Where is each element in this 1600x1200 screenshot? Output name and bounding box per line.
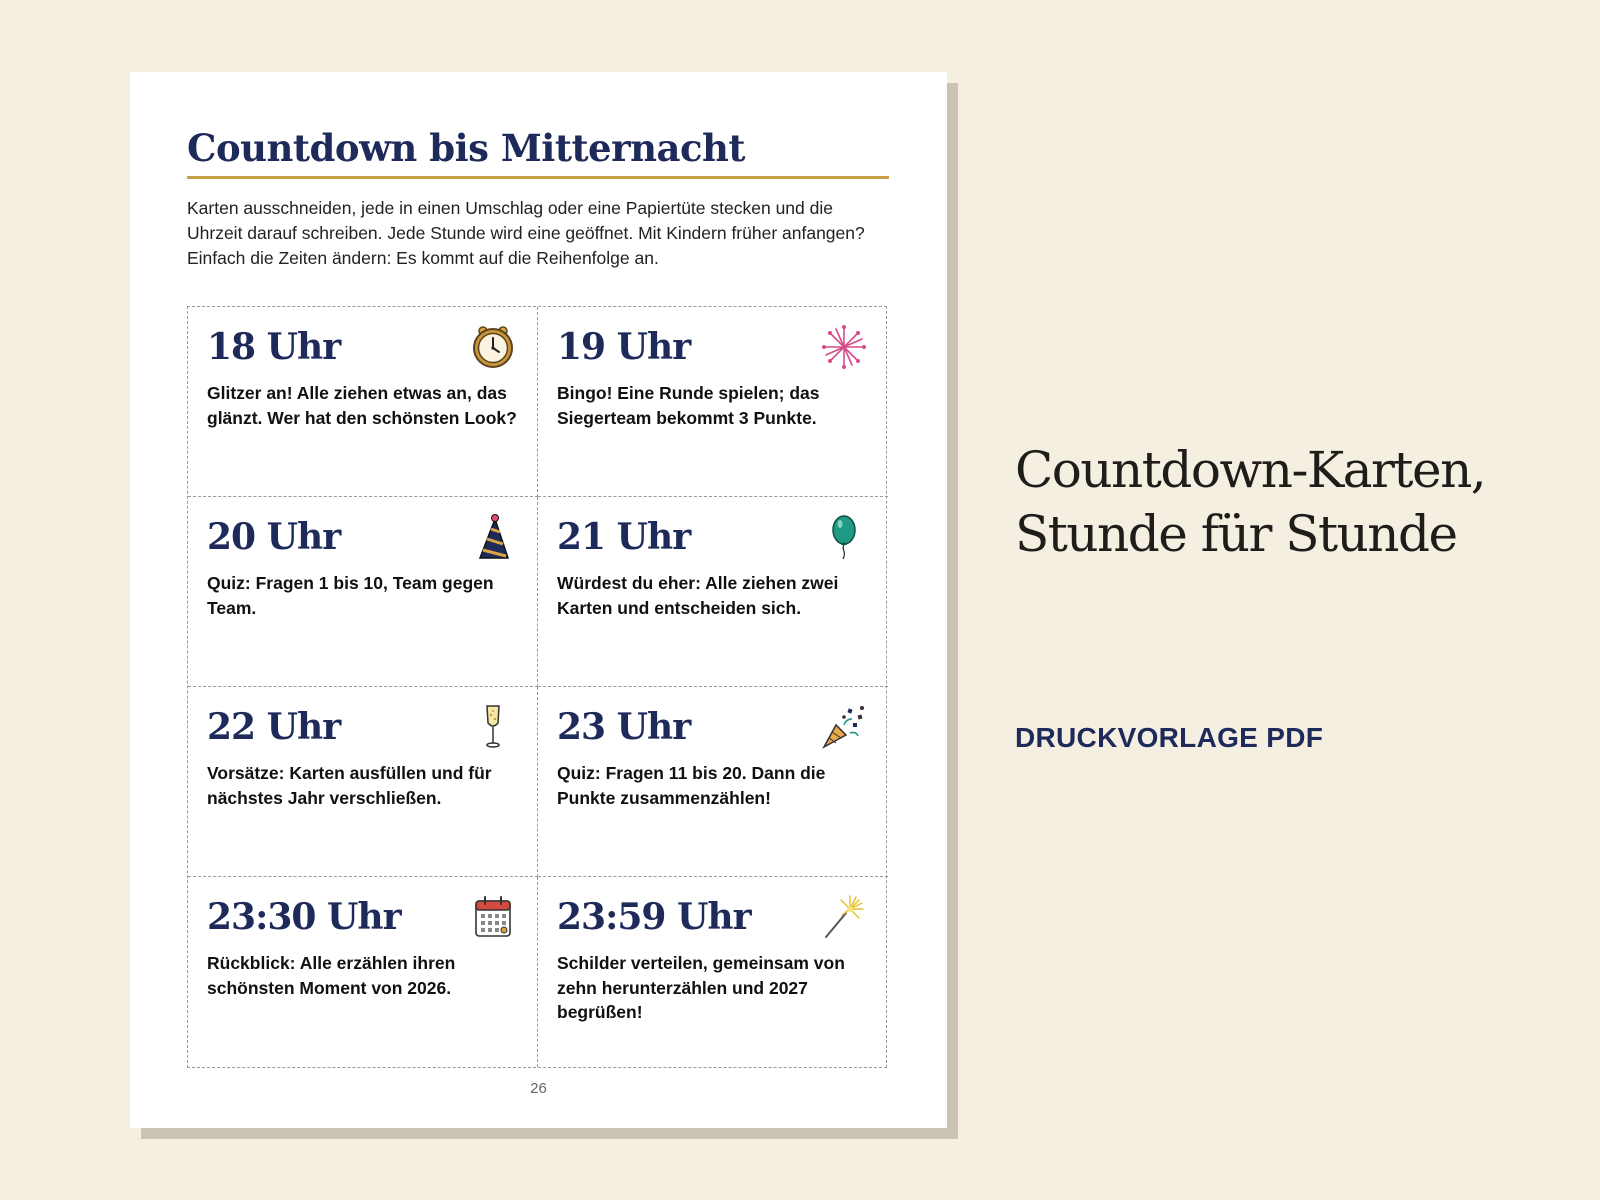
- card-text: Vorsätze: Karten ausfüllen und für nächstes Jahr verschließen.: [207, 763, 492, 808]
- champagne-glass-icon: [469, 703, 517, 751]
- countdown-card: [188, 687, 538, 877]
- intro-text: Karten ausschneiden, jede in einen Umschlag oder eine Papiertüte stecken und die Uhrzeit darauf schreiben. Jede Stunde wird eine geöffnet. Mit Kindern früher anfangen? Einfach die Zeiten ändern: Es kommt auf die Reihenfolge an.: [187, 198, 865, 268]
- card-text: Würdest du eher: Alle ziehen zwei Karten und entscheiden sich.: [557, 573, 839, 618]
- countdown-card: [188, 497, 538, 687]
- card-time: 18 Uhr: [207, 326, 341, 368]
- side-heading-line: Countdown-Karten,: [1015, 441, 1486, 499]
- card-time: 21 Uhr: [557, 516, 691, 558]
- countdown-card: [538, 307, 888, 497]
- card-text: Glitzer an! Alle ziehen etwas an, das glänzt. Wer hat den schönsten Look?: [207, 383, 517, 428]
- card-text: Rückblick: Alle erzählen ihren schönsten Moment von 2026.: [207, 953, 456, 998]
- card-time: 19 Uhr: [557, 326, 691, 368]
- card-time: 22 Uhr: [207, 706, 341, 748]
- document-page: [130, 72, 947, 1128]
- card-text: Quiz: Fragen 11 bis 20. Dann die Punkte zusammenzählen!: [557, 763, 826, 808]
- page-title: Countdown bis Mitternacht: [187, 126, 745, 170]
- balloon-icon: [820, 513, 868, 561]
- card-time: 20 Uhr: [207, 516, 341, 558]
- sparkler-icon: [820, 893, 868, 941]
- card-text: Quiz: Fragen 1 bis 10, Team gegen Team.: [207, 573, 494, 618]
- card-text: Bingo! Eine Runde spielen; das Siegerteam bekommt 3 Punkte.: [557, 383, 820, 428]
- format-label: DRUCKVORLAGE PDF: [1015, 722, 1324, 753]
- countdown-card: [538, 877, 888, 1067]
- card-text: Schilder verteilen, gemeinsam von zehn herunterzählen und 2027 begrüßen!: [557, 953, 845, 1022]
- countdown-card: [538, 497, 888, 687]
- firework-icon: [820, 323, 868, 371]
- party-hat-icon: [469, 513, 517, 561]
- countdown-card: [188, 877, 538, 1067]
- countdown-card: [538, 687, 888, 877]
- countdown-card-grid: [187, 306, 887, 1068]
- calendar-icon: [469, 893, 517, 941]
- side-heading: [1015, 438, 1575, 566]
- side-heading-line: Stunde für Stunde: [1015, 505, 1457, 563]
- alarm-clock-icon: [469, 323, 517, 371]
- party-popper-icon: [820, 703, 868, 751]
- card-time: 23 Uhr: [557, 706, 691, 748]
- card-time: 23:30 Uhr: [207, 896, 401, 938]
- page-number: 26: [530, 1080, 547, 1097]
- card-time: 23:59 Uhr: [557, 896, 751, 938]
- title-underline: [187, 176, 889, 179]
- countdown-card: [188, 307, 538, 497]
